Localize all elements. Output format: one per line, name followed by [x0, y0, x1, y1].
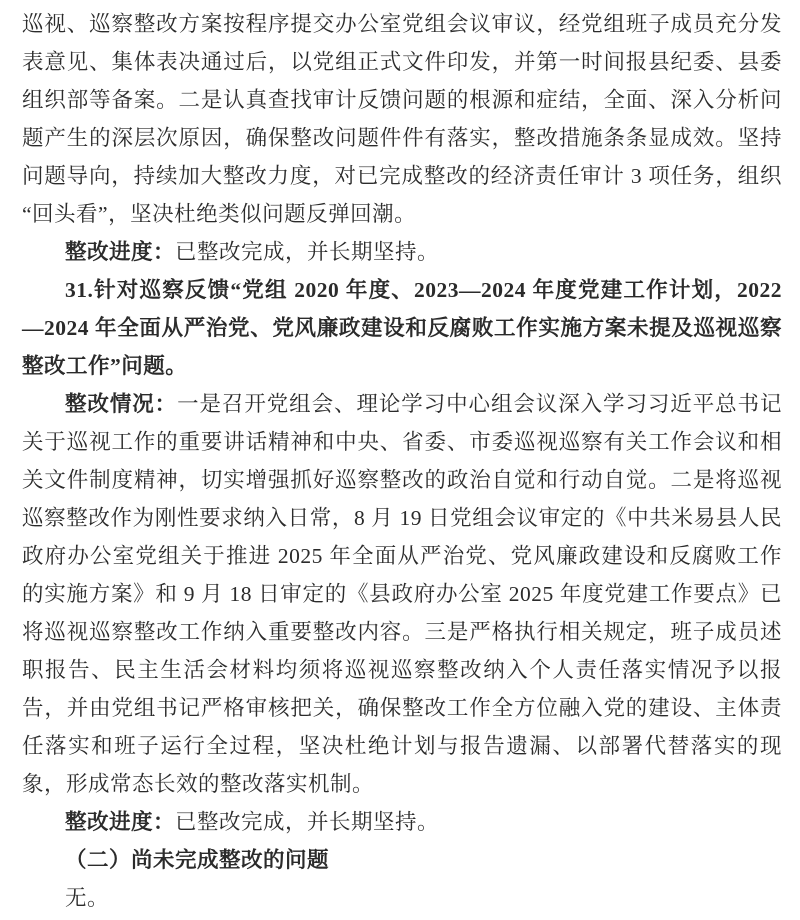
paragraph-progress-1 — [22, 233, 782, 271]
paragraph-situation — [22, 385, 782, 803]
progress-label-1: 整改进度： — [65, 240, 176, 264]
paragraph-progress-2 — [22, 803, 782, 841]
progress-text-1: 已整改完成，并长期坚持。 — [175, 240, 440, 264]
situation-text: 一是召开党组会、理论学习中心组会议深入学习习近平总书记关于巡视工作的重要讲话精神和中央、省委、市委巡视巡察有关工作会议和相关文件制度精神，切实增强抓好巡察整改的政治自觉和行动自觉。二是将巡视巡察整改作为刚性要求纳入日常，8 月 19 日党组会议审定的《中共米易县人民政府办公室党组关于推进 2025 年全面从严治党、党风廉政建设和反腐败工作的实施方案》和 9 月 18 日审定的《县政府办公室 2025 年度党建工作要点》已将巡视巡察整改工作纳入重要整改内容。三是严格执行相关规定，班子成员述职报告、民主生活会材料均须将巡视巡察整改纳入个人责任落实情况予以报告，并由党组书记严格审核把关，确保整改工作全方位融入党的建设、主体责任落实和班子运行全过程，坚决杜绝计划与报告遗漏、以部署代替落实的现象，形成常态长效的整改落实机制。 — [22, 392, 782, 796]
paragraph-continuation: 巡视、巡察整改方案按程序提交办公室党组会议审议，经党组班子成员充分发表意见、集体表决通过后，以党组正式文件印发，并第一时间报县纪委、县委组织部等备案。二是认真查找审计反馈问题的根源和症结，全面、深入分析问题产生的深层次原因，确保整改问题件件有落实，整改措施条条显成效。坚持问题导向，持续加大整改力度，对已完成整改的经济责任审计 3 项任务，组织“回头看”，坚决杜绝类似问题反弹回潮。 — [22, 12, 782, 226]
situation-label: 整改情况： — [65, 392, 178, 416]
paragraph-none: 无。 — [65, 886, 110, 910]
progress-text-2: 已整改完成，并长期坚持。 — [175, 810, 440, 834]
paragraph-issue-31: 31.针对巡察反馈“党组 2020 年度、2023—2024 年度党建工作计划，2022—2024 年全面从严治党、党风廉政建设和反腐败工作实施方案未提及巡视巡察整改工作”问题。 — [22, 278, 782, 378]
subsection-heading: （二）尚未完成整改的问题 — [65, 848, 330, 872]
progress-label-2: 整改进度： — [65, 810, 176, 834]
